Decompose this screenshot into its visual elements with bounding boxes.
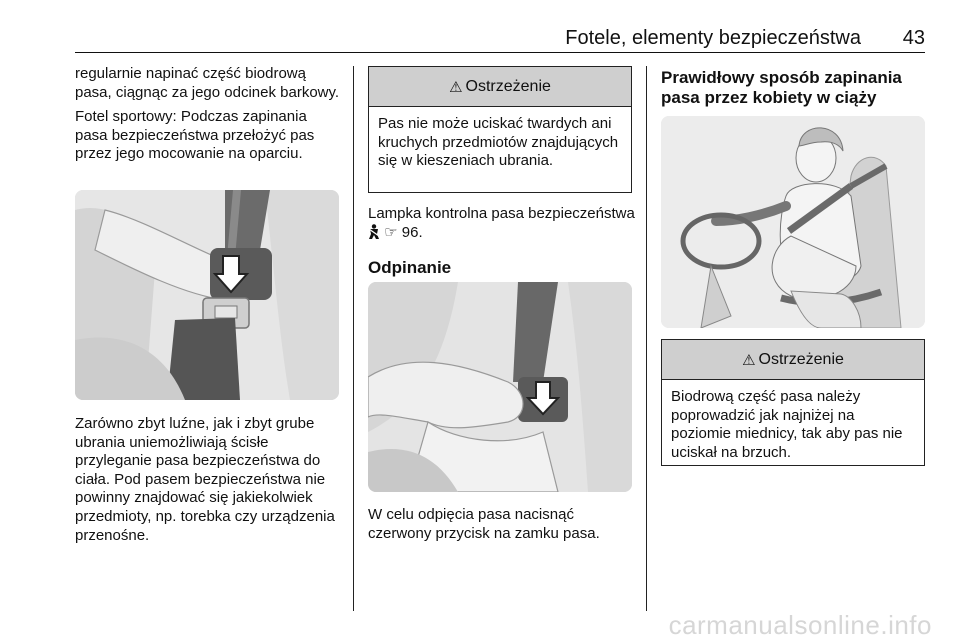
column-divider [353, 66, 354, 611]
pregnant-woman-illustration [661, 116, 925, 328]
warning-header [369, 67, 631, 107]
section-heading: Odpinanie [368, 258, 452, 278]
column-middle [368, 205, 636, 278]
column-left [75, 65, 343, 170]
warning-heading: Ostrzeżenie [465, 77, 551, 95]
section-heading: Prawidłowy sposób zapinania pasa przez kobiety w ciąży [661, 68, 902, 107]
header-rule [75, 52, 925, 53]
warning-header [662, 340, 924, 380]
page-number: 43 [902, 27, 925, 49]
indicator-paragraph [368, 205, 636, 244]
warning-heading: Ostrzeżenie [758, 350, 844, 368]
warning-text: Biodrową część pasa należy poprowadzić jak najniżej na poziomie miednicy, tak aby pas nie uciskał na brzuch. [671, 388, 903, 461]
buckle-illustration [75, 190, 339, 400]
page-header [75, 27, 925, 51]
paragraph: regularnie napinać część biodrową pasa, ciągnąc za jego odcinek barkowy. [75, 65, 340, 101]
column-right [661, 68, 925, 108]
watermark: carmanualsonline.info [668, 610, 932, 640]
seatbelt-icon [368, 224, 380, 245]
warning-box [661, 339, 925, 466]
warning-icon: ⚠ [449, 78, 463, 96]
section-title: Fotele, elementy bezpieczeństwa [565, 27, 861, 49]
paragraph: W celu odpięcia pasa nacisnąć czerwony przycisk na zamku pasa. [368, 506, 600, 542]
unbuckle-illustration [368, 282, 632, 492]
column-middle-lower [368, 506, 636, 549]
page-reference: ☞ 96. [384, 223, 423, 241]
warning-text: Pas nie może uciskać twardych ani kruchych przedmiotów znajdujących się w kieszeniach ubrania. [378, 115, 619, 170]
warning-box [368, 66, 632, 193]
indicator-text: Lampka kontrolna pasa bezpieczeństwa [368, 205, 635, 222]
column-divider [646, 66, 647, 611]
warning-icon: ⚠ [742, 351, 756, 369]
column-left-lower [75, 415, 343, 551]
paragraph: Fotel sportowy: Podczas zapinania pasa bezpieczeństwa przełożyć pas przez jego mocowanie na oparciu. [75, 108, 315, 163]
paragraph: Zarówno zbyt luźne, jak i zbyt grube ubrania uniemożliwiają ścisłe przyleganie pasa bezpieczeństwa do ciała. Pod pasem bezpieczeństwa nie powinny znajdować się jakiekolwiek przedmioty, np. torebka czy urządzenia przenośne. [75, 415, 335, 544]
